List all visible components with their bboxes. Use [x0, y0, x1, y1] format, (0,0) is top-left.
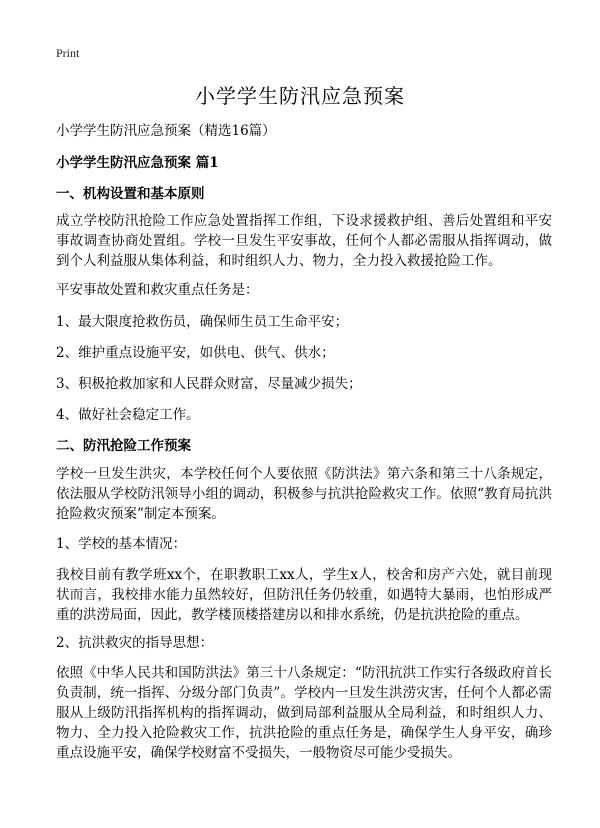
paragraph-flood-plan: 学校一旦发生洪灾，本学校任何个人要依照《防洪法》第六条和第三十八条规定，依法服从学校防汛领导小组的调动，积极参与抗洪抢险救灾工作。依照“教育局抗洪抢险救灾预案”制定本预案。 [56, 466, 552, 522]
document-subtitle: 小学学生防汛应急预案（精选16篇） [56, 123, 276, 139]
paragraph-organization: 成立学校防汛抢险工作应急处置指挥工作组，下设求援救护组、善后处置组和平安事故调查协商处置组。学校一旦发生平安事故，任何个人都必需服从指挥调动，做到个人利益服从集体利益，和时组织人力、物力，全力投入救援抢险工作。 [56, 213, 552, 269]
task-item-3: 3、积极抢救加家和人民群众财富，尽量减少损失； [56, 376, 362, 392]
section-heading: 小学学生防汛应急预案 篇1 [56, 155, 219, 171]
task-item-1: 1、最大限度抢救伤员，确保师生员工生命平安； [56, 314, 349, 330]
paragraph-guiding-principle: 依照《中华人民共和国防洪法》第三十八条规定：“防汛抗洪工作实行各级政府首长负责制，统一指挥、分级分部门负责”。学校内一旦发生洪涝灾害，任何个人都必需服从上级防汛指挥机构的指挥调动，做到局部利益服从全局利益，和时组织人力、物力、全力投入抢险救灾工作，抗洪抢险的重点任务是，确保学生人身平安，确珍重点设施平安，确保学校财富不受损失，一般物资尽可能少受损失。 [56, 665, 552, 761]
task-item-4: 4、做好社会稳定工作。 [56, 407, 200, 423]
tasks-intro: 平安事故处置和救灾重点任务是： [56, 282, 259, 298]
heading-flood-plan: 二、防汛抢险工作预案 [56, 438, 191, 454]
print-label: Print [56, 46, 80, 60]
paragraph-basic-situation: 我校目前有教学班xx个，在职教职工xx人，学生x人，校舍和房产六处，就目前现状而言，我校排水能力虽然较好，但防汛任务仍较重，如遇特大暴雨，也怕形成严重的洪涝局面，因此，教学楼顶楼搭建房以和排水系统，仍是抗洪抢险的重点。 [56, 567, 552, 623]
heading-organization: 一、机构设置和基本原则 [56, 186, 205, 202]
subheading-guiding-principle: 2、抗洪救灾的指导思想： [56, 635, 214, 651]
task-item-2: 2、维护重点设施平安，如供电、供气、供水； [56, 345, 335, 361]
subheading-basic-situation: 1、学校的基本情况： [56, 536, 187, 552]
document-title: 小学学生防汛应急预案 [195, 84, 405, 108]
